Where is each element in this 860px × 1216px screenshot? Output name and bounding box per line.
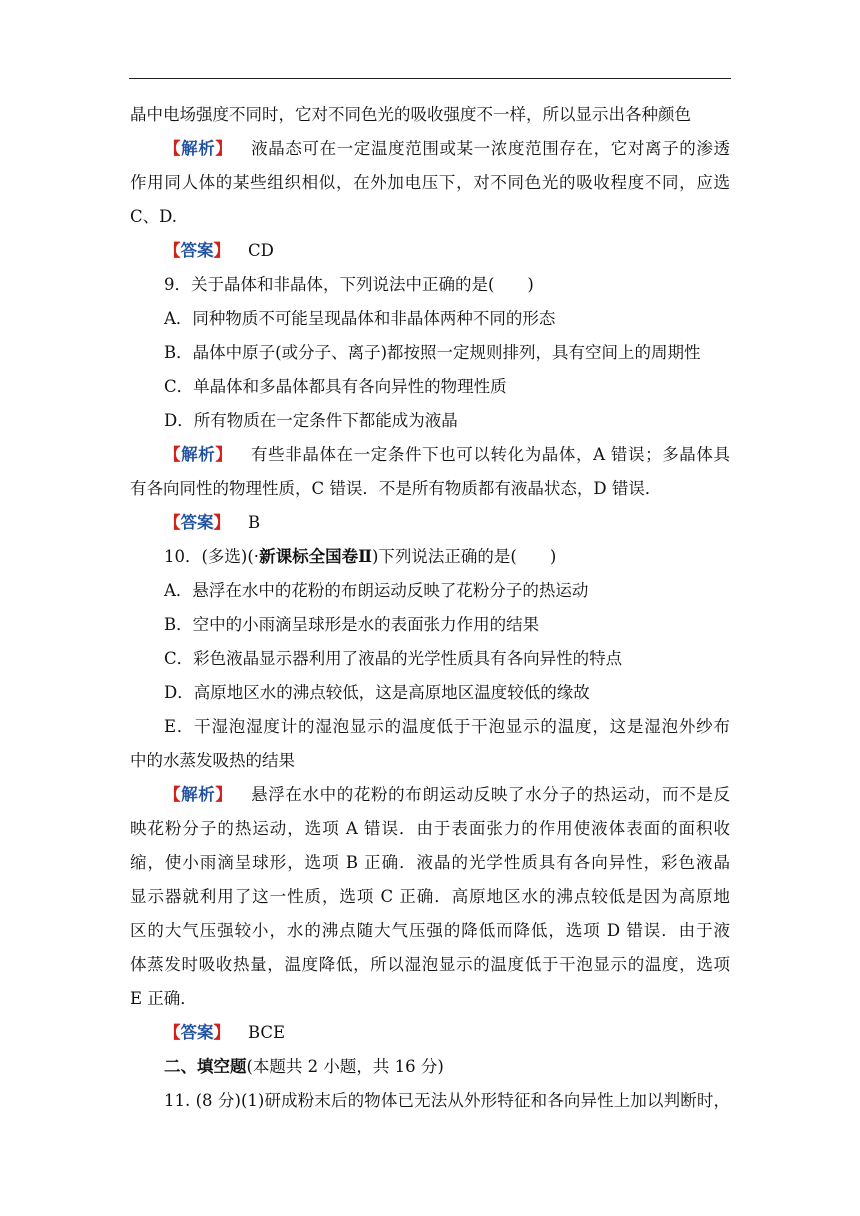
- option-b: B．空中的小雨滴呈球形是水的表面张力作用的结果: [164, 615, 540, 634]
- q10-answer-line: [164, 1022, 730, 1044]
- q9-analysis-line: 【解析】 有些非晶体在一定条件下也可以转化为晶体，A 错误；多晶体具: [164, 445, 731, 464]
- section-note: (本题共 2 小题，共 16 分): [246, 1057, 444, 1076]
- answer-label: 【答案】: [164, 1023, 230, 1042]
- top-rule: [129, 78, 731, 79]
- option-a: A．同种物质不可能呈现晶体和非晶体两种不同的形态: [164, 309, 556, 328]
- answer-value: BCE: [248, 1023, 286, 1042]
- text-line: 晶中电场强度不同时，它对不同色光的吸收强度不一样，所以显示出各种颜色: [130, 105, 691, 124]
- section-title: 二、填空题: [164, 1057, 247, 1076]
- text-line: 区的大气压强较小，水的沸点随大气压强的降低而降低，选项 D 错误．由于液: [130, 921, 730, 940]
- question-stem: 10．(多选)(·新课标全国卷Ⅱ)下列说法正确的是( ): [164, 547, 557, 566]
- answer-label: 【答案】: [164, 241, 230, 260]
- analysis-label: 【解析】: [164, 445, 233, 464]
- text-line: 显示器就利用了这一性质，选项 C 正确．高原地区水的沸点较低是因为高原地: [130, 887, 730, 906]
- question-stem: 11. (8 分)(1)研成粉末后的物体已无法从外形特征和各向异性上加以判断时，: [164, 1091, 730, 1110]
- text-line: 映花粉分子的热运动，选项 A 错误．由于表面张力的作用使液体表面的面积收: [130, 819, 730, 838]
- analysis-label: 【解析】: [164, 785, 233, 804]
- question-stem: 9．关于晶体和非晶体，下列说法中正确的是( ): [164, 275, 534, 294]
- exam-source: 新课标全国卷Ⅱ: [259, 547, 372, 566]
- section-heading: [164, 1056, 730, 1078]
- text-line: 作用同人体的某些组织相似，在外加电压下，对不同色光的吸收程度不同，应选: [130, 173, 730, 192]
- text-line: 有各向同性的物理性质，C 错误．不是所有物质都有液晶状态，D 错误．: [130, 479, 662, 498]
- text-line: C、D.: [130, 207, 178, 226]
- option-c: C．彩色液晶显示器利用了液晶的光学性质具有各向异性的特点: [164, 649, 623, 668]
- answer-label: 【答案】: [164, 513, 230, 532]
- option-d: D．所有物质在一定条件下都能成为液晶: [164, 411, 458, 430]
- q8-answer-line: [164, 240, 730, 262]
- text-line: E 正确．: [130, 989, 197, 1008]
- analysis-label: 【解析】: [164, 139, 233, 158]
- option-b: B．晶体中原子(或分子、离子)都按照一定规则排列，具有空间上的周期性: [164, 343, 701, 362]
- text-line: 中的水蒸发吸热的结果: [130, 751, 295, 770]
- option-e: E．干湿泡湿度计的湿泡显示的温度低于干泡显示的温度，这是湿泡外纱布: [164, 717, 730, 736]
- q8-analysis-line: 【解析】 液晶态可在一定温度范围或某一浓度范围存在，它对离子的渗透: [164, 139, 730, 158]
- answer-value: B: [248, 513, 261, 532]
- text-line: 体蒸发时吸收热量，温度降低，所以湿泡显示的温度低于干泡显示的温度，选项: [130, 955, 730, 974]
- answer-value: CD: [248, 241, 274, 260]
- option-d: D．高原地区水的沸点较低，这是高原地区温度较低的缘故: [164, 683, 590, 702]
- text-line: 缩，使小雨滴呈球形，选项 B 正确．液晶的光学性质具有各向异性，彩色液晶: [130, 853, 730, 872]
- option-c: C．单晶体和多晶体都具有各向异性的物理性质: [164, 377, 507, 396]
- option-a: A．悬浮在水中的花粉的布朗运动反映了花粉分子的热运动: [164, 581, 589, 600]
- q10-analysis-line: 【解析】 悬浮在水中的花粉的布朗运动反映了水分子的热运动，而不是反: [164, 785, 730, 804]
- q9-answer-line: [164, 512, 730, 534]
